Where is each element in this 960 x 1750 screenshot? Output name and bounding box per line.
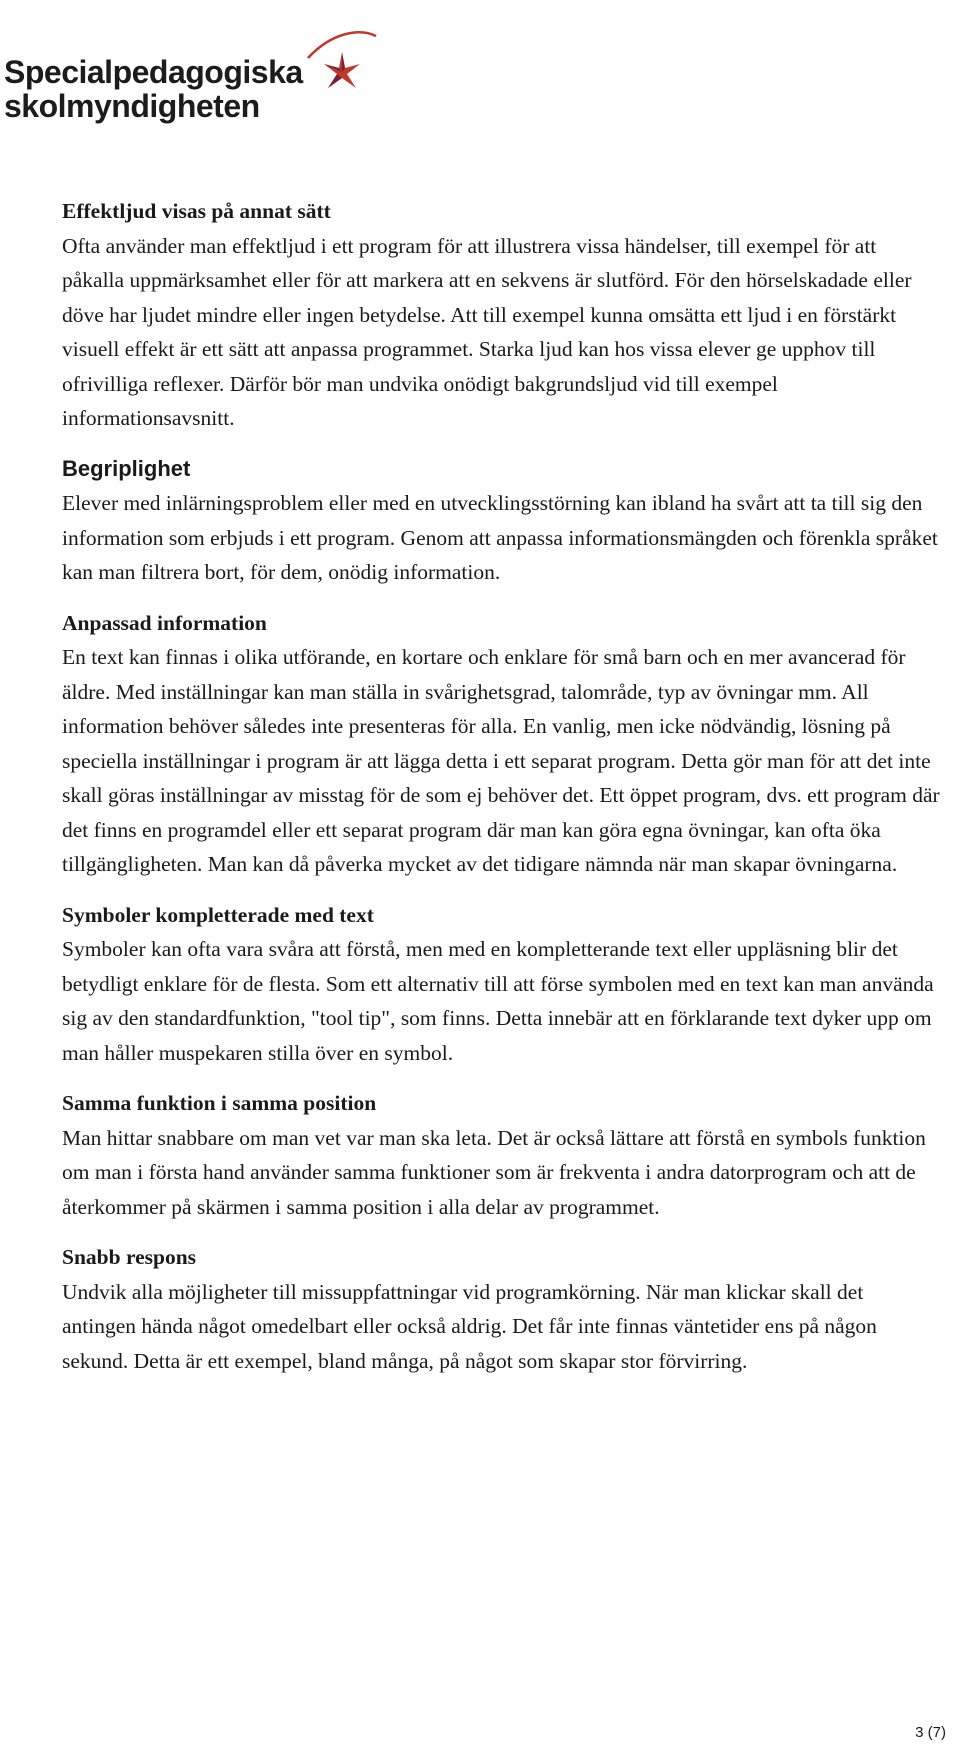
- page-number: 3 (7): [915, 1724, 946, 1741]
- section-paragraph: Undvik alla möjligheter till missuppfattningar vid programkörning. När man klickar skall det antingen hända något omedelbart eller också aldrig. Det får inte finnas väntetider ens på någon sekund. Detta är ett exempel, bland många, på något som skapar stor förvirring.: [62, 1279, 877, 1373]
- section-paragraph: Man hittar snabbare om man vet var man ska leta. Det är också lättare att förstå en symbols funktion om man i första hand använder samma funktioner som är frekventa i andra datorprogram och att de återkommer på skärmen i samma position i alla delar av programmet.: [62, 1125, 926, 1219]
- section-heading: Effektljud visas på annat sätt: [62, 199, 331, 223]
- agency-logo: [0, 8, 400, 128]
- section-effektljud: [62, 194, 942, 436]
- section-samma-funktion: [62, 1086, 942, 1224]
- section-paragraph: Symboler kan ofta vara svåra att förstå, men med en kompletterande text eller uppläsning blir det betydligt enklare för de flesta. Som ett alternativ till att förse symbolen med en text kan man använda sig av den standardfunktion, "tool tip", som finns. Detta innebär att en förklarande text dyker upp om man håller muspekaren stilla över en symbol.: [62, 937, 934, 1065]
- logo-line2: skolmyndigheten: [4, 88, 260, 124]
- star-icon: [302, 28, 382, 108]
- section-paragraph: Elever med inlärningsproblem eller med en utvecklingsstörning kan ibland ha svårt att ta till sig den information som erbjuds i ett program. Genom att anpassa informationsmängden och förenkla språket kan man filtrera bort, för dem, onödig information.: [62, 491, 938, 584]
- section-paragraph: En text kan finnas i olika utförande, en kortare och enklare för små barn och en mer avancerad för äldre. Med inställningar kan man ställa in svårighetsgrad, talområde, typ av övningar mm. All information behöver således inte presenteras för alla. En vanlig, men icke nödvändig, lösning på speciella inställningar i program är att lägga detta i ett separat program. Detta gör man för att det inte skall göras inställningar av misstag för de som ej behöver det. Ett öppet program, dvs. ett program där det finns en programdel eller ett separat program där man kan göra egna övningar, kan ofta öka tillgängligheten. Man kan då påverka mycket av det tidigare nämnda när man skapar övningarna.: [62, 645, 940, 876]
- document-body: [62, 194, 942, 1394]
- logo-line1: Specialpedagogiska: [4, 54, 303, 90]
- section-begriplighet: [62, 452, 942, 590]
- section-paragraph: Ofta använder man effektljud i ett program för att illustrera vissa händelser, till exempel för att påkalla uppmärksamhet eller för att markera att en sekvens är slutförd. För den hörselskadade eller döve har ljudet mindre eller ingen betydelse. Att till exempel kunna omsätta ett ljud i en förstärkt visuell effekt är ett sätt att anpassa programmet. Starka ljud kan hos vissa elever ge upphov till ofrivilliga reflexer. Därför bör man undvika onödigt bakgrundsljud vid till exempel informationsavsnitt.: [62, 233, 912, 430]
- section-heading: Anpassad information: [62, 610, 267, 635]
- section-heading: Begriplighet: [62, 455, 191, 481]
- section-symboler: [62, 898, 942, 1071]
- section-anpassad-information: [62, 606, 942, 882]
- section-heading: Samma funktion i samma position: [62, 1091, 377, 1115]
- section-heading: Symboler kompletterade med text: [62, 902, 374, 927]
- section-snabb-respons: [62, 1240, 942, 1378]
- section-heading: Snabb respons: [62, 1245, 197, 1269]
